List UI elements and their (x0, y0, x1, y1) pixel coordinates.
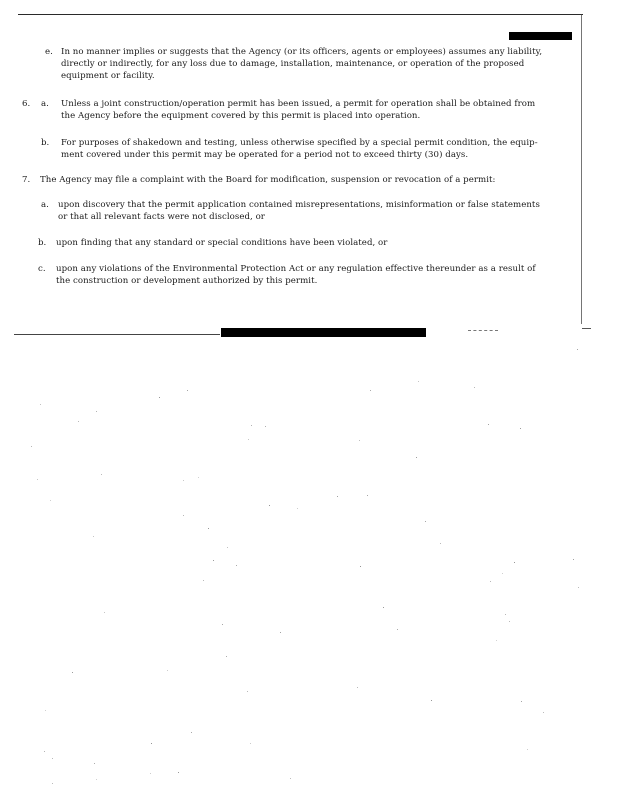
item-7a-letter: a. (41, 200, 49, 210)
item-5e-line-2: directly or indirectly, for any loss due to damage, installation, maintenance, or operation of the proposed (61, 59, 525, 69)
item-7a-line-1: upon discovery that the permit application contained misrepresentations, misinformation or false statements (58, 200, 540, 210)
item-6a-text (61, 98, 535, 122)
scan-speck (496, 640, 497, 641)
scan-speck (94, 763, 95, 764)
scan-speck (183, 515, 184, 516)
scan-speck (52, 758, 53, 759)
scan-speck (488, 424, 489, 425)
scan-speck (360, 566, 361, 567)
item-5e-text (61, 46, 542, 82)
item-5e-line-3: equipment or facility. (61, 71, 155, 81)
scan-speck (520, 428, 521, 429)
scan-speck (416, 457, 417, 458)
scan-speck (474, 387, 475, 388)
item-6a-line-2: the Agency before the equipment covered by this permit is placed into operation. (61, 111, 421, 121)
scan-speck (509, 621, 510, 622)
horizontal-rule (14, 334, 220, 335)
redaction-bar-top (509, 32, 572, 40)
scan-speck (269, 505, 270, 506)
scan-speck (167, 670, 168, 671)
scan-speck (37, 479, 38, 480)
item-7a-text (58, 199, 540, 223)
scan-speck (183, 480, 184, 481)
item-6b-line-1: For purposes of shakedown and testing, unless otherwise specified by a special permit condition, the equip- (61, 138, 538, 148)
item-7c-line-1: upon any violations of the Environmental Protection Act or any regulation effective thereunder as a result of (56, 264, 536, 274)
scan-speck (367, 495, 368, 496)
scan-speck (573, 559, 574, 560)
scan-speck (383, 607, 384, 608)
scan-speck (502, 573, 503, 574)
scan-speck (208, 528, 209, 529)
scan-speck (150, 773, 151, 774)
scan-speck (31, 446, 32, 447)
scan-speck (265, 426, 266, 427)
item-7c-line-2: the construction or development authorized by this permit. (56, 276, 318, 286)
scan-speck (52, 783, 53, 784)
scan-speck (527, 749, 528, 750)
scan-speck (505, 614, 506, 615)
scan-speck (151, 743, 152, 744)
scan-speck (425, 521, 426, 522)
scan-speck (44, 751, 45, 752)
scan-speck (78, 421, 79, 422)
scan-speck (578, 587, 579, 588)
redaction-bar-middle (221, 328, 426, 337)
scan-speck (397, 629, 398, 630)
scan-speck (213, 560, 214, 561)
item-7a-line-2: or that all relevant facts were not disclosed, or (58, 212, 265, 222)
rule-edge-fragment (582, 328, 591, 329)
scan-speck (40, 404, 41, 405)
scan-speck (251, 425, 252, 426)
item-6b-letter: b. (41, 138, 50, 148)
scan-speck (226, 656, 227, 657)
scan-speck (45, 710, 46, 711)
item-7c-text (56, 263, 536, 287)
item-7c-letter: c. (38, 264, 46, 274)
scan-speck (514, 562, 515, 563)
scan-speck (337, 496, 338, 497)
scan-speck (187, 390, 188, 391)
scan-speck (290, 778, 291, 779)
scan-speck (577, 349, 578, 350)
scan-speck (178, 772, 179, 773)
scan-speck (521, 701, 522, 702)
item-5e-line-1: In no manner implies or suggests that the Agency (or its officers, agents or employees) assumes any liability, (61, 47, 543, 57)
item-6b-line-2: ment covered under this permit may be operated for a period not to exceed thirty (30) days. (61, 150, 469, 160)
scan-speck (440, 543, 441, 544)
scan-speck (248, 439, 249, 440)
scan-speck (280, 632, 281, 633)
scan-speck (191, 732, 192, 733)
scan-speck (357, 687, 358, 688)
item-7-number: 7. (22, 175, 31, 185)
scan-speck (490, 581, 491, 582)
scan-edge-right (581, 14, 582, 324)
scan-speck (418, 381, 419, 382)
scan-speck (50, 500, 51, 501)
scan-speck (96, 411, 97, 412)
item-7b-letter: b. (38, 238, 47, 248)
scan-speck (236, 565, 237, 566)
scan-speck (431, 700, 432, 701)
item-7-intro: The Agency may file a complaint with the Board for modification, suspension or revocation of a permit: (40, 175, 496, 185)
scan-speck (104, 612, 105, 613)
scan-speck (198, 477, 199, 478)
scan-speck (370, 390, 371, 391)
item-6a-line-1: Unless a joint construction/operation permit has been issued, a permit for operation shall be obtained from (61, 99, 536, 109)
scan-speck (247, 691, 248, 692)
scan-edge-top (18, 14, 583, 15)
item-7b-text (56, 237, 387, 249)
scan-speck (93, 536, 94, 537)
item-7b-line-1: upon finding that any standard or special conditions have been violated, or (56, 238, 388, 248)
scan-speck (543, 712, 544, 713)
scan-speck (250, 743, 251, 744)
scan-speck (159, 397, 160, 398)
scan-speck (359, 440, 360, 441)
item-6a-letter: a. (41, 99, 49, 109)
item-5e-letter: e. (45, 47, 53, 57)
dashed-rule-fragment (468, 330, 498, 332)
scan-speck (101, 474, 102, 475)
scan-speck (96, 779, 97, 780)
scan-speck (297, 508, 298, 509)
scan-speck (227, 547, 228, 548)
scan-speck (72, 672, 73, 673)
item-6b-text (61, 137, 538, 161)
scan-speck (222, 624, 223, 625)
item-6-number: 6. (22, 99, 31, 109)
scan-speck (203, 580, 204, 581)
